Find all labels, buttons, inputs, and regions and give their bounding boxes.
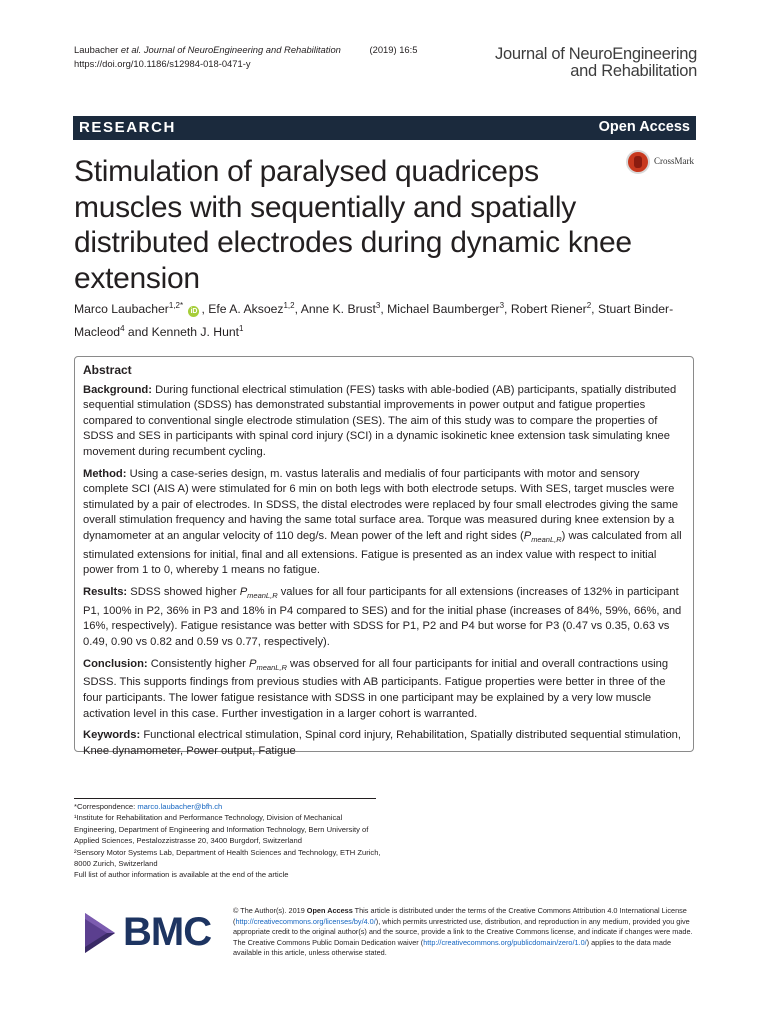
author — [152, 325, 244, 339]
author-affiliation-marker: 2 — [586, 301, 592, 310]
crossmark-label: CrossMark — [654, 156, 694, 166]
author-info-note: Full list of author information is available at the end of the article — [74, 870, 289, 880]
license-text-d: ) applies to the data made available in this article, unless otherwise stated. — [233, 937, 672, 957]
license-link-by[interactable]: http://creativecommons.org/licenses/by/4.0/ — [235, 916, 376, 926]
article-type-banner — [73, 116, 696, 140]
author — [511, 302, 591, 316]
results-symbol: P — [239, 585, 248, 598]
results-text-b: values for all four participants for all extensions (increases of 132% in participant P1, 100% in P2, 36% in P3 and 18% in P4 compared to SES) and for the initial phase (increases of 84%, 59%, 66%, and 16%, respectively). Fatigue resistance was better with SDSS for P1, P2 and P4 but worse for P3 (0.47 vs 0.35, 0.63 vs 0.49, 0.90 vs 0.82 and 0.59 vs 0.77, respectively). — [83, 585, 682, 648]
method-text-a: Using a case-series design, m. vastus lateralis and medialis of four participants with motor and sensory complete SCI (AIS A) were stimulated for 6 min on both legs with both electrode setups. With SES, target muscles were stimulated by a pair of electrodes. In SDSS, the distal electrodes were replaced by four small electrodes giving the same overall stimulation frequency and having the same total surface area. Torque was measured during knee extension by a dynamometer at an angular velocity of 110 deg/s. Mean power of the left and right sides ( — [83, 467, 679, 542]
journal-name-line2: and Rehabilitation — [570, 62, 697, 80]
bmc-logo-icon — [85, 913, 121, 953]
keywords-label: Keywords: — [83, 729, 141, 742]
conclusion-subscript: meanL,R — [256, 662, 287, 672]
publisher-logo — [85, 911, 220, 955]
author-affiliation-marker: 1,2 — [283, 301, 295, 310]
abstract-keywords — [83, 728, 685, 759]
correspondence-email[interactable]: marco.laubacher@bfh.ch — [137, 802, 223, 811]
keywords-text: Functional electrical stimulation, Spinal cord injury, Rehabilitation, Spatially distributed sequential stimulation, Knee dynamometer, Power output, Fatigue — [83, 729, 681, 757]
method-label: Method: — [83, 467, 127, 480]
method-text-b: ) was calculated from all stimulated extensions for initial, final and all extensions. Fatigue is presented as an index value with respect to initial power from 1 to 0, whereby 1 means no fatigue. — [83, 529, 682, 577]
author-affiliation-marker: 3 — [375, 301, 381, 310]
open-access-label: Open Access — [598, 119, 690, 135]
doi-link[interactable]: https://doi.org/10.1186/s12984-018-0471-y — [74, 58, 251, 69]
affiliation-1: ¹Institute for Rehabilitation and Performance Technology, Division of Mechanical Engineering, Department of Engineering and Information Technology, Bern University of Applied Sciences, Pestalozzistrasse 20, 3400 Burgdorf, Switzerland — [74, 813, 369, 846]
correspondence — [74, 801, 384, 812]
license-link-zero[interactable]: http://creativecommons.org/publicdomain/zero/1.0/ — [423, 937, 587, 947]
journal-name — [480, 46, 697, 80]
background-text: During functional electrical stimulation (FES) tasks with able-bodied (AB) participants, spatially distributed sequential stimulation (SDSS) has demonstrated substantial improvements in power output and fatigue properties compared to conventional single electrode stimulation (SES). The aim of this study was to compare the properties of SDSS and SES in participants with spinal cord injury (SCI) in a dynamic isokinetic knee extension task simulating knee movement during recumbent cycling. — [83, 383, 677, 458]
author — [208, 302, 294, 316]
abstract-heading: Abstract — [83, 363, 132, 377]
results-text-a: SDSS showed higher — [130, 585, 240, 598]
license-text-c: ), which permits unrestricted use, distribution, and reproduction in any medium, provided you give appropriate credit to the original author(s) and the source, provide a link to the Creative Commons license, and indicate if changes were made. The Creative Commons Public Domain Dedication waiver ( — [233, 916, 693, 947]
footnotes — [74, 801, 384, 881]
author — [74, 302, 201, 316]
article-title: Stimulation of paralysed quadriceps muscles with sequentially and spatially distributed electrodes during dynamic knee extension — [74, 155, 632, 295]
abstract-results — [83, 585, 685, 651]
article-type-label: RESEARCH — [79, 119, 176, 136]
conclusion-symbol: P — [249, 657, 257, 670]
author-name: Marco Laubacher — [74, 302, 169, 317]
license-open-access: Open Access — [306, 906, 353, 915]
citation-etal: et al. — [120, 44, 142, 55]
author-affiliation-marker: 1 — [239, 324, 244, 334]
author-affiliation-marker: 4 — [120, 324, 125, 334]
results-label: Results: — [83, 585, 128, 598]
running-header — [74, 43, 417, 71]
abstract-conclusion — [83, 657, 685, 723]
citation-line — [74, 43, 417, 57]
author-name: Efe A. Aksoez — [208, 302, 284, 317]
conclusion-text-b: was observed for all four participants for initial and overall contractions using SDSS. This supports findings from previous studies with AB participants. Fatigue properties were better in three of the four participants. The lower fatigue resistance with SDSS in one participant may be explained by a very low muscle activation level in this case. Further investigation in a larger cohort is warranted. — [83, 657, 669, 720]
bmc-logo-text: BMC — [123, 910, 212, 954]
orcid-icon[interactable]: iD — [190, 308, 198, 316]
conclusion-text-a: Consistently higher — [150, 657, 250, 670]
license-notice — [233, 906, 699, 959]
journal-name-line1: Journal of NeuroEngineering — [495, 45, 697, 63]
abstract-background — [83, 383, 685, 461]
author-name: Anne K. Brust — [300, 302, 376, 317]
author-affiliation-marker: 1,2* — [168, 301, 184, 310]
crossmark-badge[interactable] — [626, 149, 698, 177]
conclusion-label: Conclusion: — [83, 657, 148, 670]
author-name: Michael Baumberger — [387, 302, 500, 317]
footnote-divider — [74, 798, 376, 799]
author-name: Kenneth J. Hunt — [151, 325, 240, 340]
author-name: Robert Riener — [510, 302, 587, 317]
author-list: Marco Laubacher$^{1,2*}$ iD , Efe A. Aksoez$^{1,2}$, Anne K. Brust$^3$, Michael Baumberger$^3$, Robert Riener$^2$, Stuart Binder-Macleod$^4$ and Kenneth J. Hunt$^1$ — [74, 301, 674, 340]
citation-journal: Journal of NeuroEngineering and Rehabilitation — [143, 44, 341, 55]
results-subscript: meanL,R — [247, 591, 278, 601]
citation-author: Laubacher — [74, 44, 119, 55]
method-symbol: P — [523, 529, 532, 542]
author-name: Stuart Binder-Macleod — [74, 302, 674, 340]
method-subscript: meanL,R — [531, 535, 562, 545]
license-text-b: This article is distributed under the terms of the Creative Commons Attribution 4.0 International License ( — [233, 906, 687, 926]
author — [387, 302, 504, 316]
author — [301, 302, 381, 316]
affiliation-2: ²Sensory Motor Systems Lab, Department of Health Sciences and Technology, ETH Zurich, 8000 Zurich, Switzerland — [74, 847, 381, 869]
abstract-method — [83, 467, 685, 579]
license-text-a: © The Author(s). 2019 — [233, 906, 307, 915]
citation-year: (2019) 16:5 — [369, 44, 418, 55]
correspondence-label: *Correspondence: — [74, 802, 138, 811]
author-affiliation-marker: 3 — [499, 301, 505, 310]
background-label: Background: — [83, 383, 152, 396]
abstract-box — [74, 356, 694, 757]
